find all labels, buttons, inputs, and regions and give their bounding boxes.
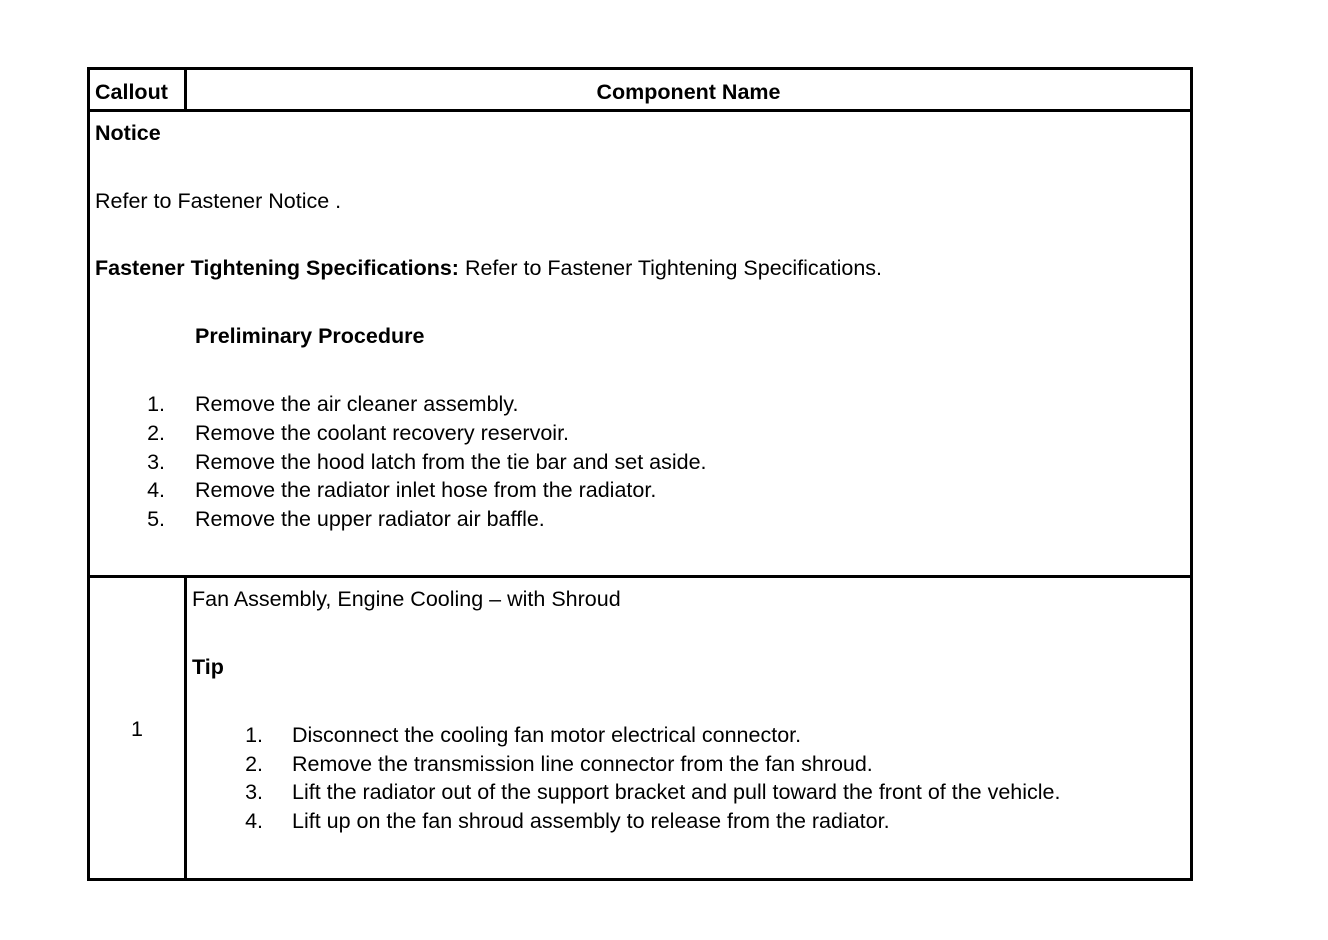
component-name: Fan Assembly, Engine Cooling – with Shroud: [192, 587, 621, 611]
tip-step-number: 3.: [245, 780, 263, 804]
fastener-spec-label: Fastener Tightening Specifications:: [95, 256, 459, 280]
notice-row-divider: [90, 575, 1190, 578]
procedure-table: [87, 67, 1193, 881]
tip-heading: Tip: [192, 655, 224, 679]
callout-column-header: Callout: [95, 80, 168, 104]
prelim-step-number: 4.: [147, 478, 165, 502]
row1-column-divider: [184, 575, 187, 878]
tip-step-number: 4.: [245, 809, 263, 833]
fastener-spec-text: Refer to Fastener Tightening Specifications.: [458, 256, 883, 280]
component-column-header: Component Name: [596, 80, 781, 104]
notice-heading: Notice: [95, 121, 161, 145]
preliminary-procedure-heading: Preliminary Procedure: [195, 324, 425, 348]
header-row-divider: [90, 109, 1190, 112]
callout-number: 1: [131, 717, 143, 741]
prelim-step-text: Remove the air cleaner assembly.: [195, 392, 519, 416]
fastener-notice-text: Refer to Fastener Notice .: [95, 189, 342, 213]
prelim-step-number: 2.: [147, 421, 165, 445]
prelim-step-text: Remove the coolant recovery reservoir.: [195, 421, 570, 445]
prelim-step-text: Remove the upper radiator air baffle.: [195, 507, 545, 531]
tip-step-text: Lift up on the fan shroud assembly to release from the radiator.: [292, 809, 890, 833]
fastener-spec-line: [95, 256, 882, 280]
prelim-step-number: 5.: [147, 507, 165, 531]
prelim-step-number: 3.: [147, 450, 165, 474]
tip-step-text: Remove the transmission line connector from the fan shroud.: [292, 752, 873, 776]
prelim-step-text: Remove the radiator inlet hose from the radiator.: [195, 478, 657, 502]
prelim-step-number: 1.: [147, 392, 165, 416]
prelim-step-text: Remove the hood latch from the tie bar and set aside.: [195, 450, 707, 474]
tip-step-text: Lift the radiator out of the support bracket and pull toward the front of the vehicle.: [292, 780, 1061, 804]
tip-step-number: 2.: [245, 752, 263, 776]
tip-step-number: 1.: [245, 723, 263, 747]
tip-step-text: Disconnect the cooling fan motor electrical connector.: [292, 723, 802, 747]
